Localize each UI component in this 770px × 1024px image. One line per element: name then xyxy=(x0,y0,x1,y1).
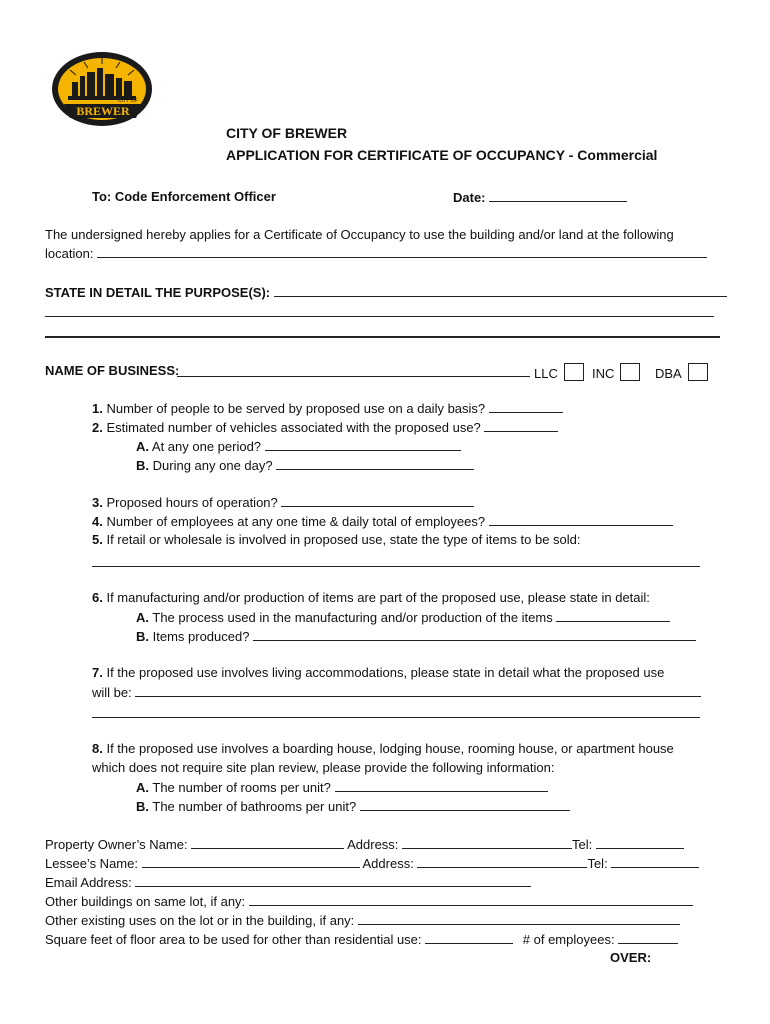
q4-num: 4. xyxy=(92,514,103,529)
question-4 xyxy=(92,513,673,530)
q6a-field[interactable] xyxy=(556,609,670,622)
dba-checkbox[interactable] xyxy=(688,363,708,381)
owner-name-field[interactable] xyxy=(191,836,344,849)
owner-name-label: Property Owner’s Name: xyxy=(45,837,188,852)
question-5 xyxy=(92,532,581,548)
email-field[interactable] xyxy=(135,874,531,887)
purpose-field-1[interactable] xyxy=(274,284,727,297)
q2-text: Estimated number of vehicles associated with the proposed use? xyxy=(106,420,481,435)
entity-llc[interactable] xyxy=(534,363,584,382)
email-label: Email Address: xyxy=(45,875,132,890)
purpose-row xyxy=(45,284,727,301)
q5-num: 5. xyxy=(92,532,103,547)
q8b-text: The number of bathrooms per unit? xyxy=(152,799,357,814)
owner-address-field[interactable] xyxy=(402,836,572,849)
q2b-text: During any one day? xyxy=(152,458,273,473)
question-6a xyxy=(136,609,670,626)
owner-address-label: Address: xyxy=(347,837,399,852)
to-label: To: Code Enforcement Officer xyxy=(92,189,276,204)
sqft-row xyxy=(45,931,678,948)
sqft-field[interactable] xyxy=(425,931,513,944)
business-label: NAME OF BUSINESS: xyxy=(45,363,180,378)
location-field[interactable] xyxy=(97,245,707,258)
q6a-text: The process used in the manufacturing and/or production of the items xyxy=(152,610,553,625)
q3-num: 3. xyxy=(92,495,103,510)
entity-llc-label: LLC xyxy=(534,366,558,381)
intro-line-1: The undersigned hereby applies for a Certificate of Occupancy to use the building and/or land at the following xyxy=(45,227,674,242)
question-7-line2 xyxy=(92,684,701,701)
q7-text: If the proposed use involves living accommodations, please state in detail what the proposed use xyxy=(106,665,665,680)
q6b-field[interactable] xyxy=(253,628,696,641)
q8a-field[interactable] xyxy=(335,779,548,792)
llc-checkbox[interactable] xyxy=(564,363,584,381)
business-name-field[interactable] xyxy=(177,376,530,377)
q2b-field[interactable] xyxy=(276,457,474,470)
entity-inc-label: INC xyxy=(592,366,615,381)
question-6b xyxy=(136,628,696,645)
q8a-num: A. xyxy=(136,780,149,795)
q4-field[interactable] xyxy=(489,513,673,526)
city-of-brewer-logo xyxy=(50,50,158,128)
lessee-row xyxy=(45,855,699,872)
other-uses-field[interactable] xyxy=(358,912,680,925)
sqft-label: Square feet of floor area to be used for other than residential use: xyxy=(45,932,422,947)
q3-field[interactable] xyxy=(281,494,474,507)
over-label: OVER: xyxy=(610,950,652,965)
date-row xyxy=(453,189,627,206)
lessee-address-field[interactable] xyxy=(417,855,587,868)
inc-checkbox[interactable] xyxy=(620,363,640,381)
question-8b xyxy=(136,798,570,815)
q8b-num: B. xyxy=(136,799,149,814)
logo-big-text: BREWER xyxy=(76,104,130,118)
q1-num: 1. xyxy=(92,401,103,416)
q1-text: Number of people to be served by proposed use on a daily basis? xyxy=(106,401,486,416)
other-buildings-label: Other buildings on same lot, if any: xyxy=(45,894,246,909)
q7-text-2: will be: xyxy=(92,685,132,700)
question-2 xyxy=(92,419,558,436)
q7-num: 7. xyxy=(92,665,103,680)
q5-field[interactable] xyxy=(92,566,700,567)
q2a-field[interactable] xyxy=(265,438,461,451)
question-8 xyxy=(92,741,674,757)
date-field[interactable] xyxy=(489,189,627,202)
q3-text: Proposed hours of operation? xyxy=(106,495,278,510)
purpose-field-2[interactable] xyxy=(45,316,714,317)
q2-field[interactable] xyxy=(484,419,558,432)
q8b-field[interactable] xyxy=(360,798,570,811)
question-8-line2: which does not require site plan review, please provide the following information: xyxy=(92,760,555,775)
lessee-name-field[interactable] xyxy=(142,855,360,868)
question-3 xyxy=(92,494,474,511)
q1-field[interactable] xyxy=(489,400,563,413)
lessee-name-label: Lessee’s Name: xyxy=(45,856,138,871)
q7-field-1[interactable] xyxy=(135,684,701,697)
entity-dba[interactable] xyxy=(655,363,708,382)
q2a-text: At any one period? xyxy=(151,439,262,454)
other-uses-label: Other existing uses on the lot or in the building, if any: xyxy=(45,913,355,928)
q2a-num: A. xyxy=(136,439,149,454)
other-buildings-field[interactable] xyxy=(249,893,693,906)
owner-tel-label: Tel: xyxy=(572,837,593,852)
q8-text: If the proposed use involves a boarding house, lodging house, rooming house, or apartment house xyxy=(106,741,674,756)
question-1 xyxy=(92,400,563,417)
logo-small-text: CITY OF xyxy=(118,98,138,104)
q6b-num: B. xyxy=(136,629,149,644)
location-label: location: xyxy=(45,246,94,261)
q6-num: 6. xyxy=(92,590,103,605)
q8-num: 8. xyxy=(92,741,103,756)
lessee-tel-label: Tel: xyxy=(587,856,608,871)
lessee-tel-field[interactable] xyxy=(611,855,699,868)
date-label: Date: xyxy=(453,190,486,205)
intro-line-2-row xyxy=(45,245,707,262)
q5-text: If retail or wholesale is involved in proposed use, state the type of items to be sold: xyxy=(106,532,581,547)
q6-text: If manufacturing and/or production of items are part of the proposed use, please state in detail: xyxy=(106,590,650,605)
owner-tel-field[interactable] xyxy=(596,836,684,849)
purpose-field-3[interactable] xyxy=(45,336,720,338)
entity-inc[interactable] xyxy=(592,363,640,382)
owner-row xyxy=(45,836,684,853)
employees-label: # of employees: xyxy=(522,932,615,947)
entity-dba-label: DBA xyxy=(655,366,682,381)
other-buildings-row xyxy=(45,893,693,910)
q6b-text: Items produced? xyxy=(152,629,250,644)
page-title: CITY OF BREWER xyxy=(226,125,348,141)
question-6 xyxy=(92,590,650,606)
lessee-address-label: Address: xyxy=(362,856,414,871)
page-subtitle: APPLICATION FOR CERTIFICATE OF OCCUPANCY - Commercial xyxy=(226,147,658,163)
q8a-text: The number of rooms per unit? xyxy=(152,780,331,795)
question-2a xyxy=(136,438,461,455)
question-2b xyxy=(136,457,474,474)
purpose-label: STATE IN DETAIL THE PURPOSE(S): xyxy=(45,285,271,300)
q6a-num: A. xyxy=(136,610,149,625)
q7-field-2[interactable] xyxy=(92,717,700,718)
question-8a xyxy=(136,779,548,796)
question-7 xyxy=(92,665,664,681)
q4-text: Number of employees at any one time & daily total of employees? xyxy=(106,514,486,529)
other-uses-row xyxy=(45,912,680,929)
employees-field[interactable] xyxy=(618,931,678,944)
q2-num: 2. xyxy=(92,420,103,435)
q2b-num: B. xyxy=(136,458,149,473)
email-row xyxy=(45,874,531,891)
